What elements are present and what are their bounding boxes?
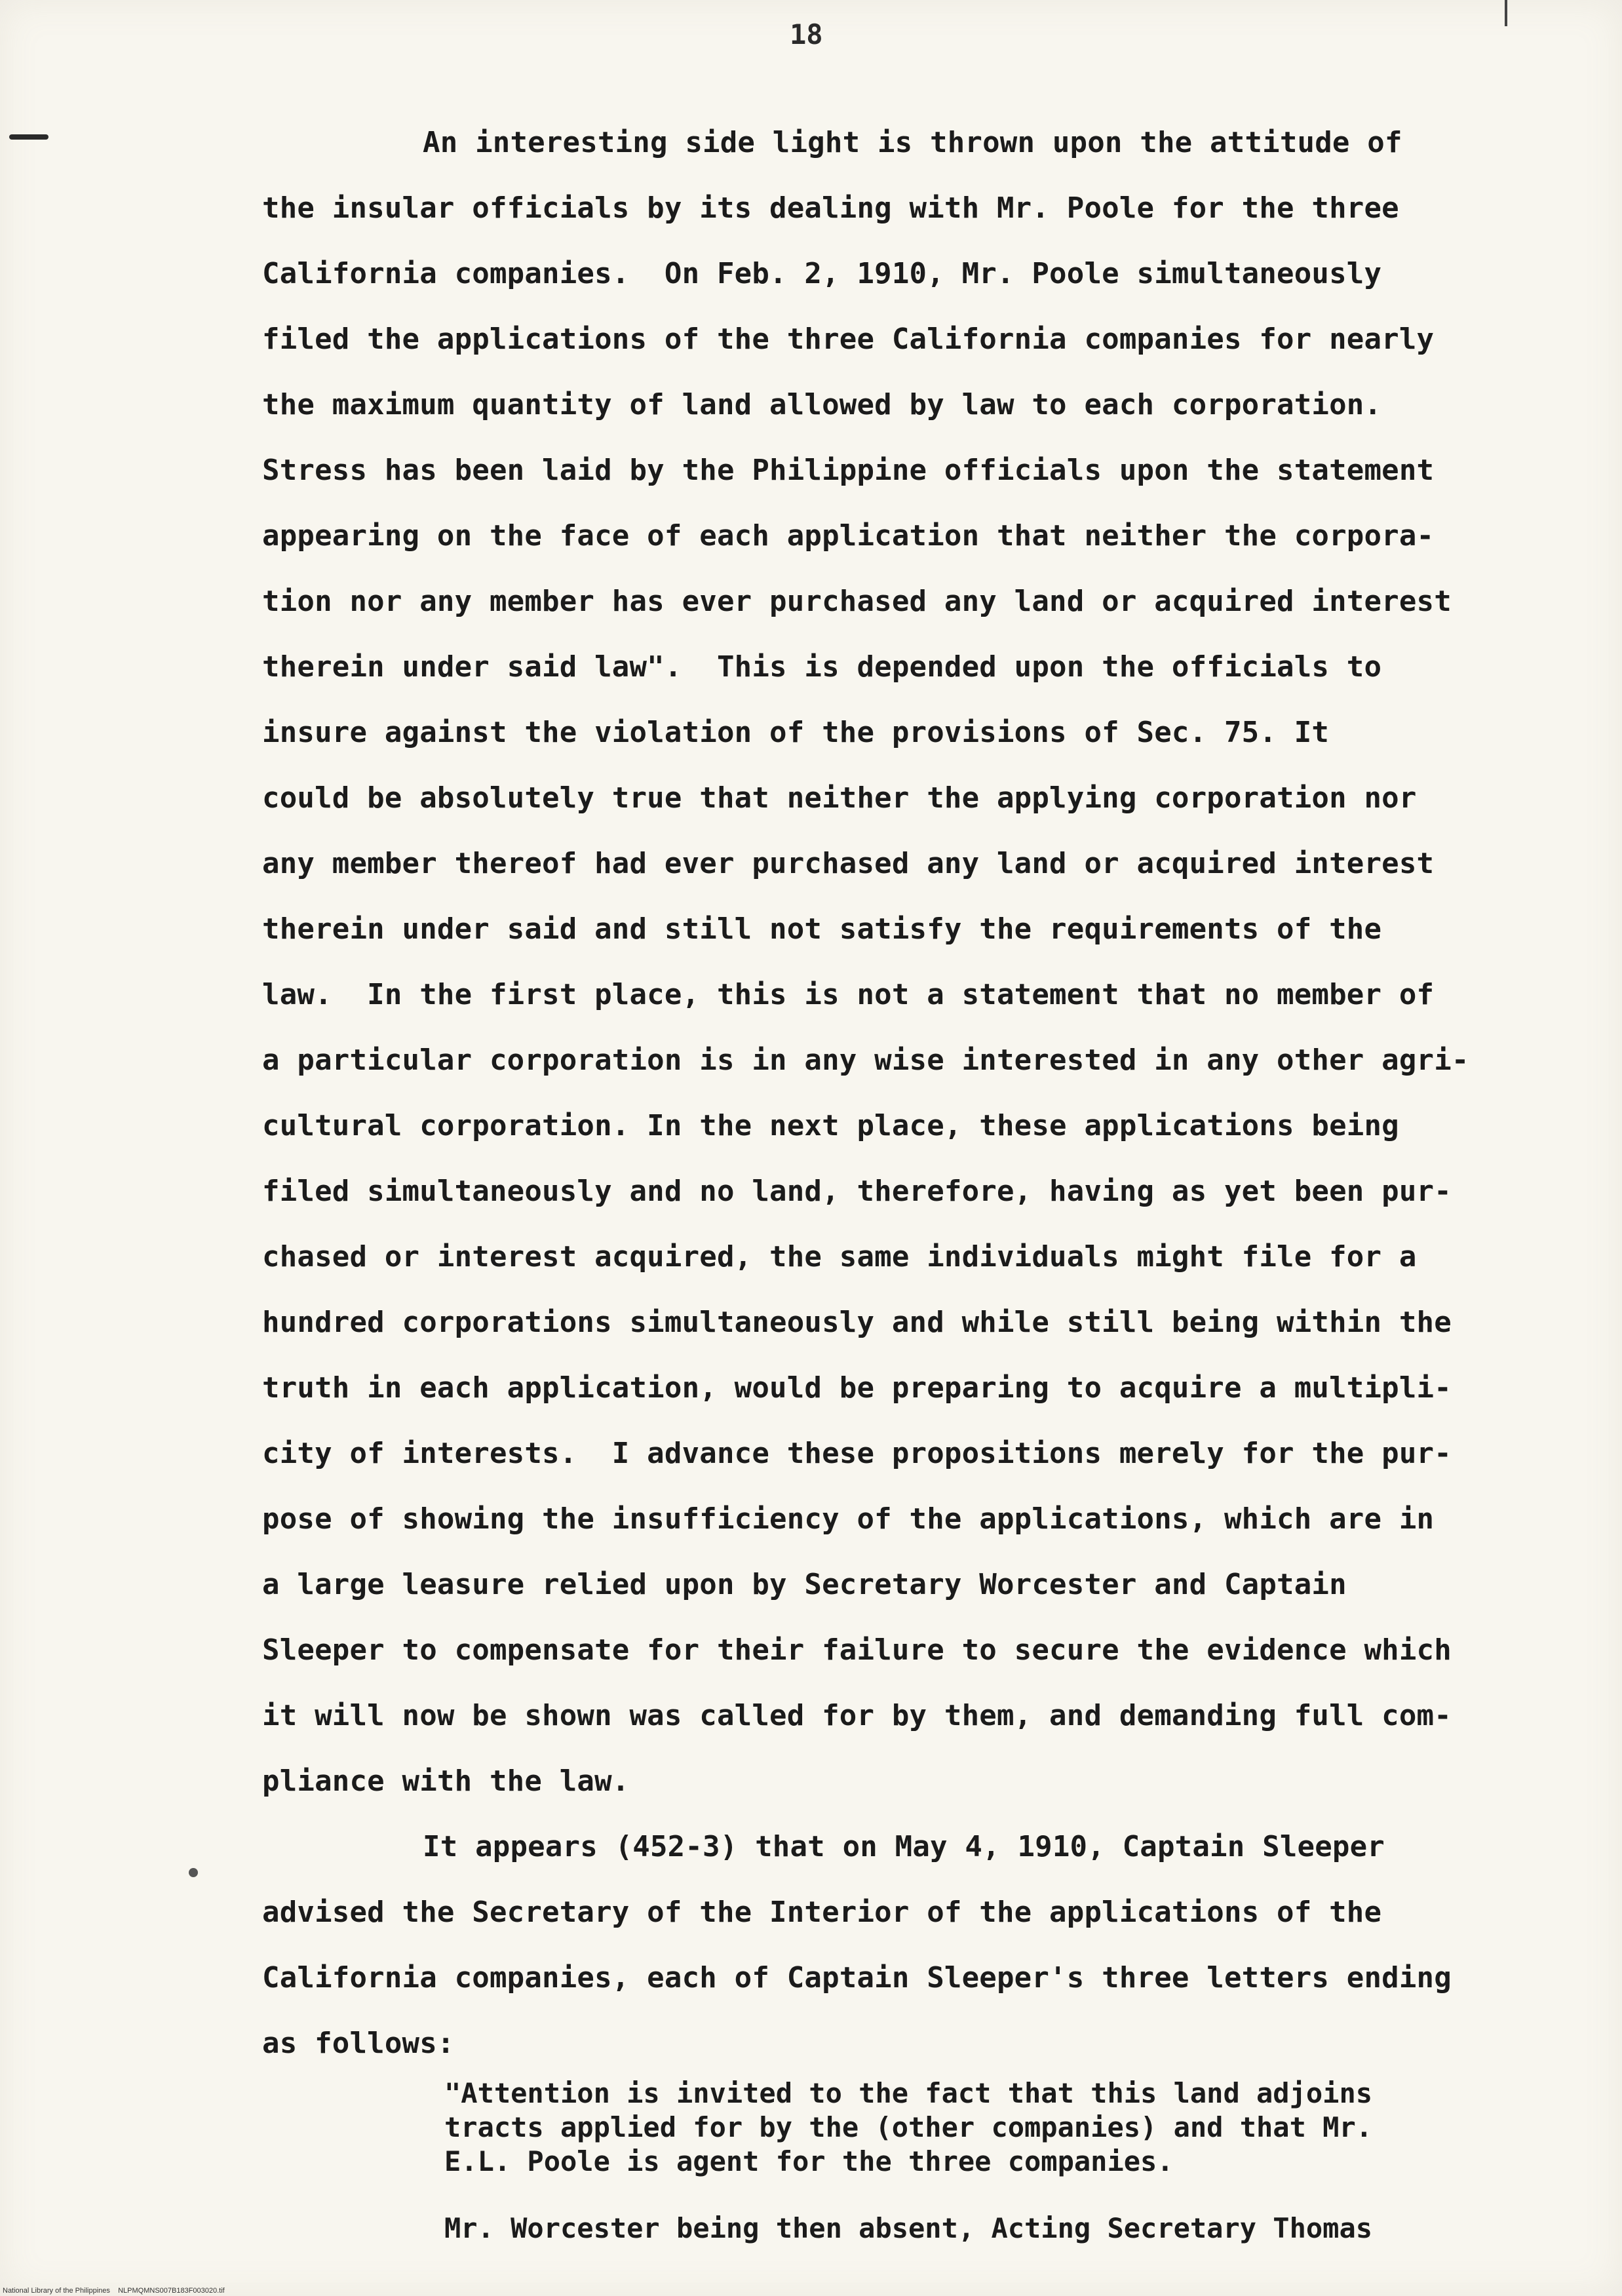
scan-mark — [1505, 0, 1507, 26]
text-line: therein under said and still not satisfy the requirements of the — [262, 912, 1382, 946]
text-line: a large leasure relied upon by Secretary Worcester and Captain — [262, 1568, 1347, 1601]
quote-line: tracts applied for by the (other companies) and that Mr. — [444, 2111, 1373, 2143]
text-line: the maximum quantity of land allowed by law to each corporation. — [262, 388, 1382, 421]
text-line: as follows: — [262, 2027, 455, 2060]
text-line: hundred corporations simultaneously and while still being within the — [262, 1306, 1452, 1339]
text-line: chased or interest acquired, the same individuals might file for a — [262, 1240, 1417, 1274]
quote-line: E.L. Poole is agent for the three companies. — [444, 2145, 1174, 2177]
text-line: tion nor any member has ever purchased any land or acquired interest — [262, 585, 1452, 618]
text-line: therein under said law". This is depended upon the officials to — [262, 650, 1382, 684]
text-line: California companies. On Feb. 2, 1910, Mr. Poole simultaneously — [262, 257, 1382, 290]
text-line: filed simultaneously and no land, therefore, having as yet been pur- — [262, 1175, 1452, 1208]
scan-dot — [189, 1868, 198, 1877]
scan-footer: National Library of the Philippines NLPMQMNS007B183F003020.tif — [3, 2287, 225, 2295]
text-line: It appears (452-3) that on May 4, 1910, Captain Sleeper — [423, 1830, 1385, 1863]
text-line: appearing on the face of each application that neither the corpora- — [262, 519, 1435, 553]
text-line: truth in each application, would be preparing to acquire a multipli- — [262, 1371, 1452, 1405]
text-line: filed the applications of the three California companies for nearly — [262, 322, 1435, 356]
text-line: California companies, each of Captain Sleeper's three letters ending — [262, 1961, 1452, 1994]
body-text — [262, 110, 1469, 2076]
text-line: law. In the first place, this is not a statement that no member of — [262, 978, 1435, 1011]
quote-line: "Attention is invited to the fact that this land adjoins — [444, 2077, 1373, 2109]
scan-mark — [9, 134, 48, 140]
text-line: the insular officials by its dealing with Mr. Poole for the three — [262, 191, 1399, 225]
text-line: any member thereof had ever purchased any land or acquired interest — [262, 847, 1435, 880]
text-line: city of interests. I advance these propositions merely for the pur- — [262, 1437, 1452, 1470]
text-line: could be absolutely true that neither the applying corporation nor — [262, 781, 1417, 815]
text-line: An interesting side light is thrown upon the attitude of — [423, 126, 1402, 159]
text-line: a particular corporation is in any wise interested in any other agri- — [262, 1043, 1469, 1077]
text-line: insure against the violation of the provisions of Sec. 75. It — [262, 716, 1330, 749]
block-quote — [444, 2076, 1427, 2179]
text-line: Sleeper to compensate for their failure to secure the evidence which — [262, 1633, 1452, 1667]
text-line: Mr. Worcester being then absent, Acting Secretary Thomas — [444, 2212, 1373, 2244]
text-line: advised the Secretary of the Interior of the applications of the — [262, 1896, 1382, 1929]
text-line: pose of showing the insufficiency of the applications, which are in — [262, 1502, 1435, 1536]
page-number: 18 — [790, 18, 823, 50]
text-line: pliance with the law. — [262, 1764, 630, 1798]
text-line: it will now be shown was called for by them, and demanding full com- — [262, 1699, 1452, 1732]
text-line: cultural corporation. In the next place, these applications being — [262, 1109, 1399, 1142]
text-line: Stress has been laid by the Philippine officials upon the statement — [262, 454, 1435, 487]
